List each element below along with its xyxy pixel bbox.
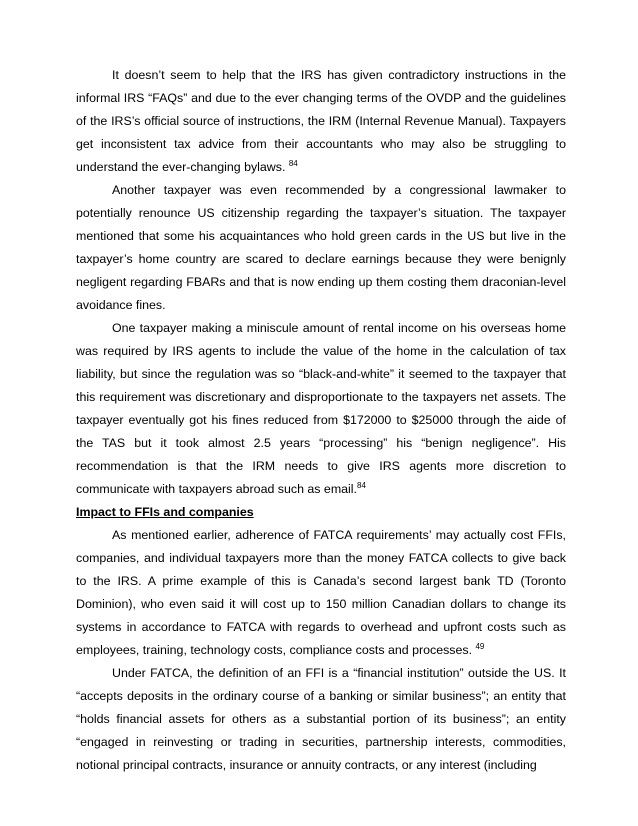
paragraph-text: One taxpayer making a miniscule amount of rental income on his overseas home was required by IRS agents to include the value of the home in the calculation of tax liability, but since the regulation was so “black-and-white” it seemed to the taxpayer that this requirement was discretionary and disproportionate to the taxpayers net assets. The taxpayer eventually got his fines reduced from $172000 to $25000 through the aide of the TAS but it took almost 2.5 years “processing” his “benign negligence”. His recommendation is that the IRM needs to give IRS agents more discretion to communicate with taxpayers abroad such as email. <box>76 321 566 496</box>
paragraph-renounce-citizenship <box>76 179 566 317</box>
paragraph-ffi-definition <box>76 662 566 777</box>
document-page <box>76 64 566 777</box>
paragraph-irs-instructions <box>76 64 566 179</box>
paragraph-text: Another taxpayer was even recommended by a congressional lawmaker to potentially renounce US citizenship regarding the taxpayer’s situation. The taxpayer mentioned that some his acquaintances who hold green cards in the US but live in the taxpayer’s home country are scared to declare earnings because they were benignly negligent regarding FBARs and that is now ending up them costing them draconian-level avoidance fines. <box>76 183 566 312</box>
paragraph-text: It doesn’t seem to help that the IRS has given contradictory instructions in the informal IRS “FAQs” and due to the ever changing terms of the OVDP and the guidelines of the IRS’s official source of instructions, the IRM (Internal Revenue Manual). Taxpayers get inconsistent tax advice from their accountants who may also be struggling to understand the ever-changing bylaws. <box>76 68 566 174</box>
paragraph-rental-income <box>76 317 566 501</box>
footnote-ref: 84 <box>288 159 298 168</box>
paragraph-fatca-costs <box>76 524 566 662</box>
paragraph-text: Under FATCA, the definition of an FFI is a “financial institution” outside the US. It “accepts deposits in the ordinary course of a banking or similar business”; an entity that “holds financial assets for others as a substantial portion of its business”; an entity “engaged in reinvesting or trading in securities, partnership interests, commodities, notional principal contracts, insurance or annuity contracts, or any interest (including <box>76 666 566 772</box>
footnote-ref: 84 <box>357 481 366 490</box>
footnote-ref: 49 <box>475 642 485 651</box>
paragraph-text: As mentioned earlier, adherence of FATCA requirements’ may actually cost FFIs, companies, and individual taxpayers more than the money FATCA collects to give back to the IRS. A prime example of this is Canada’s second largest bank TD (Toronto Dominion), who even said it will cost up to 150 million Canadian dollars to change its systems in accordance to FATCA with regards to overhead and upfront costs such as employees, training, technology costs, compliance costs and processes. <box>76 528 566 657</box>
section-heading: Impact to FFIs and companies <box>76 505 254 519</box>
